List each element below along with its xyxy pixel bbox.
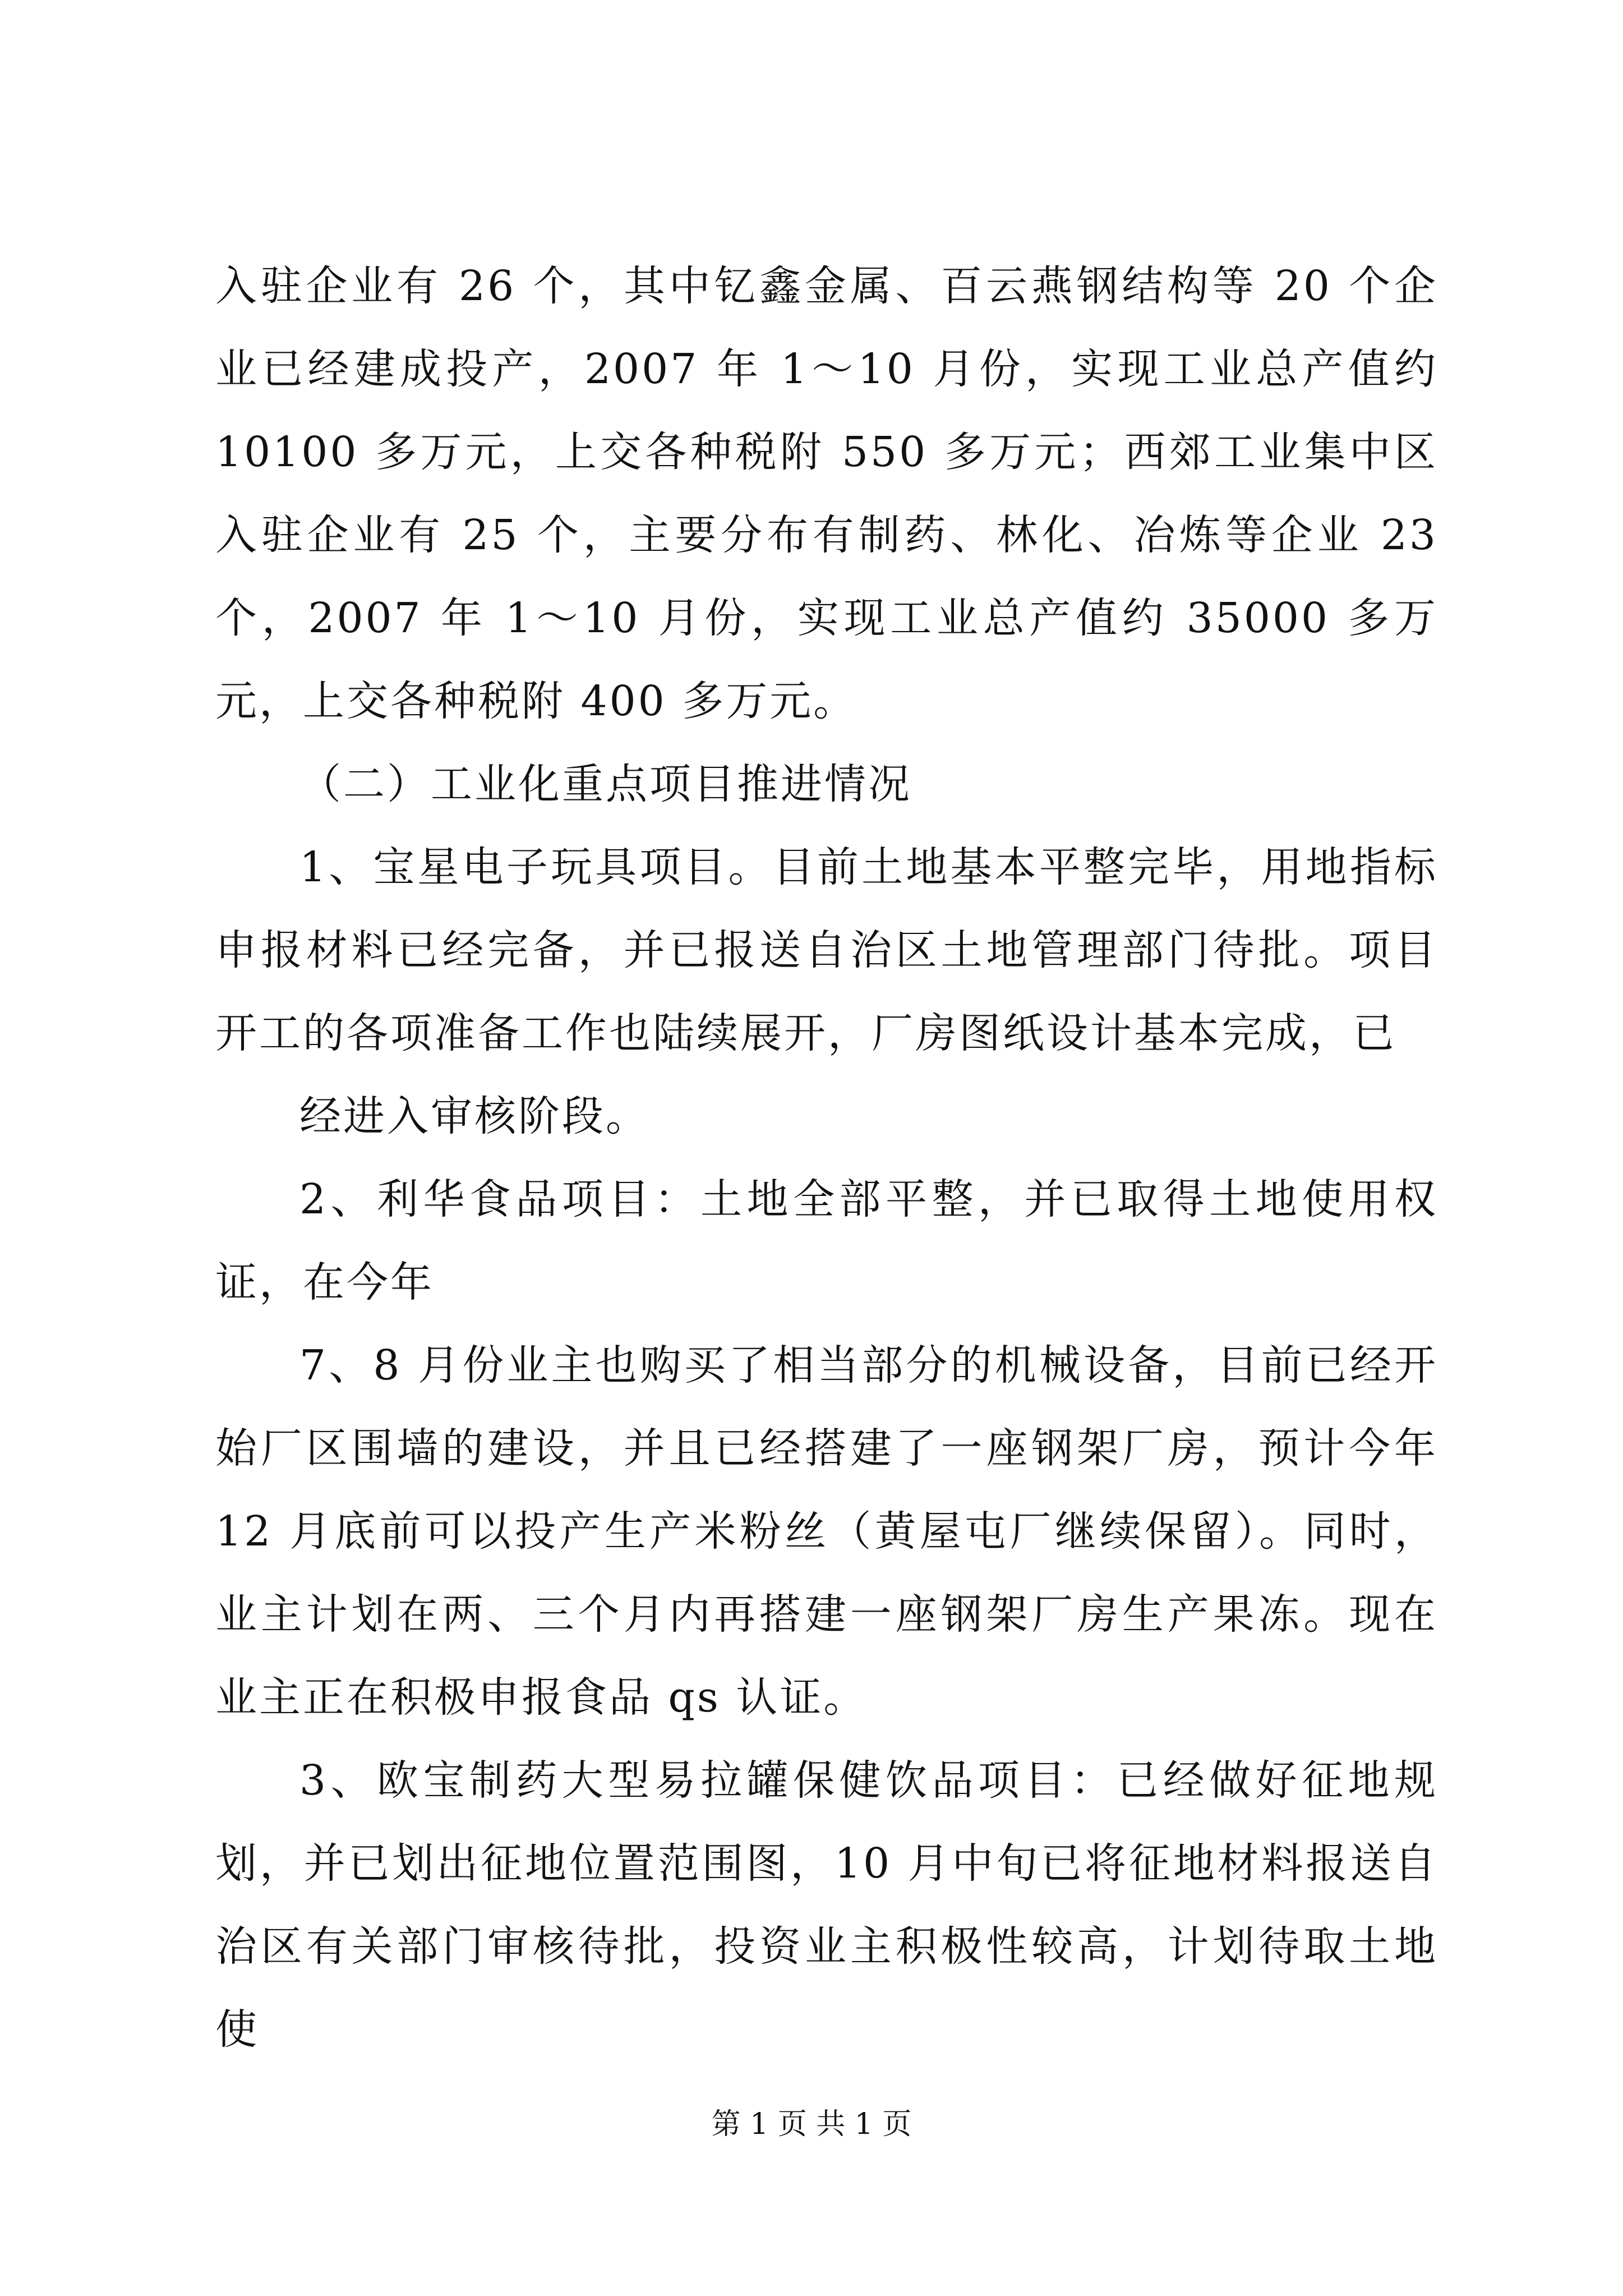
paragraph-item-3: 3、欧宝制药大型易拉罐保健饮品项目：已经做好征地规划，并已划出征地位置范围图，10 月中旬已将征地材料报送自治区有关部门审核待批，投资业主积极性较高，计划待取土地使: [215, 1756, 1438, 2054]
paragraph-item-2-continued: 7、8 月份业主也购买了相当部分的机械设备，目前已经开始厂区围墙的建设，并且已经搭建了一座钢架厂房，预计今年 12 月底前可以投产生产米粉丝（黄屋屯厂继续保留）。同时，业主计划在两、三个月内再搭建一座钢架厂房生产果冻。现在业主正在积极申报食品 qs 认证。: [215, 1341, 1438, 1722]
paragraph-item-1: 1、宝星电子玩具项目。目前土地基本平整完毕，用地指标申报材料已经完备，并已报送自治区土地管理部门待批。项目开工的各项准备工作也陆续展开，厂房图纸设计基本完成，已: [215, 843, 1438, 1057]
paragraph-item-2: 2、利华食品项目：土地全部平整，并已取得土地使用权证，在今年: [215, 1175, 1438, 1306]
section-heading: （二）工业化重点项目推进情况: [299, 760, 912, 808]
paragraph-1: 入驻企业有 26 个，其中钇鑫金属、百云燕钢结构等 20 个企业已经建成投产，2007 年 1～10 月份，实现工业总产值约 10100 多万元，上交各种税附 550 多万元；西郊工业集中区入驻企业有 25 个，主要分布有制药、林化、冶炼等企业 23 个，2007 年 1～10 月份，实现工业总产值约 35000 多万元，上交各种税附 400 多万元。: [215, 262, 1438, 725]
document-body: [215, 245, 1438, 2071]
paragraph-item-1-continued: 经进入审核阶段。: [299, 1092, 649, 1140]
page-footer: 第 1 页 共 1 页: [711, 2108, 912, 2141]
